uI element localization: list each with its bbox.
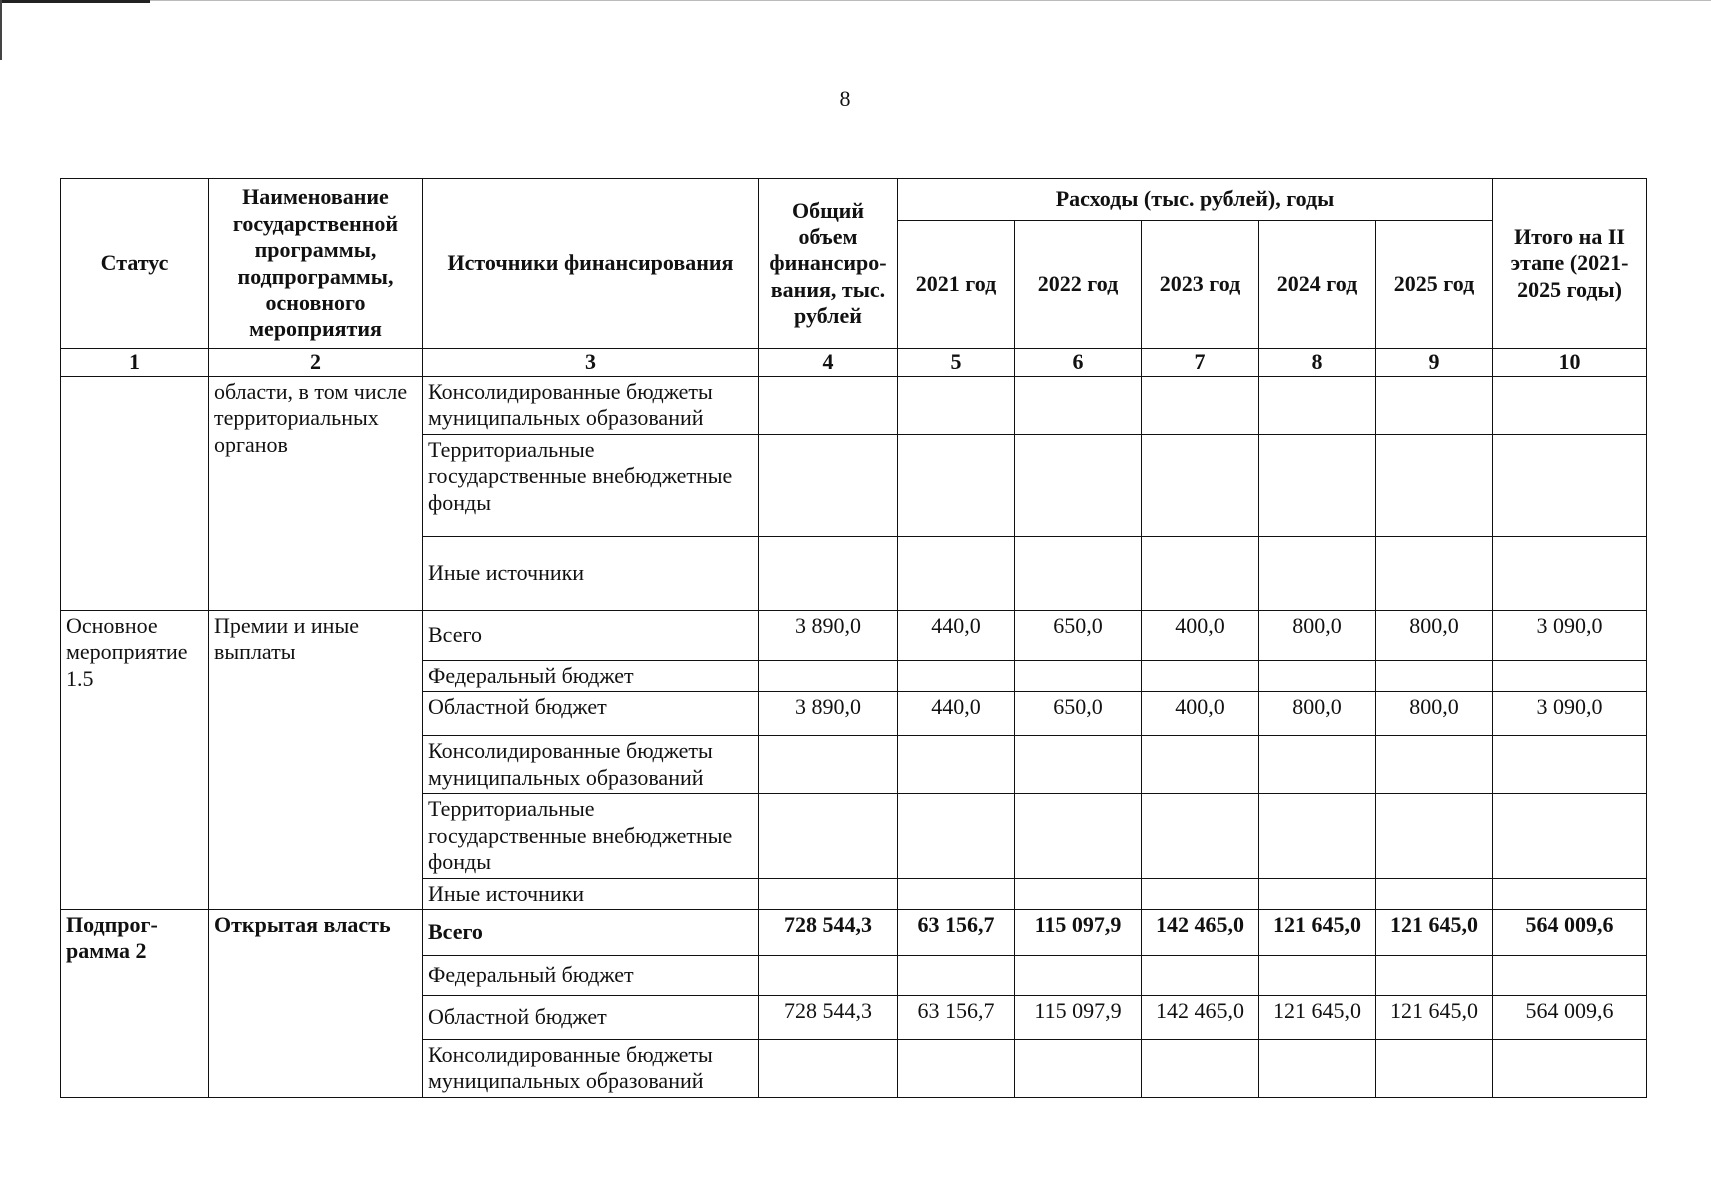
value-cell [1493,955,1647,995]
col-number: 3 [423,349,759,377]
value-cell: 3 890,0 [759,692,898,736]
source-cell: Федеральный бюджет [423,661,759,692]
value-cell [1493,661,1647,692]
col-number: 1 [61,349,209,377]
value-cell [1259,794,1376,878]
col-number: 10 [1493,349,1647,377]
value-cell [759,878,898,909]
value-cell [898,661,1015,692]
value-cell [1015,955,1142,995]
header-year: 2023 год [1142,221,1259,349]
value-cell [1376,377,1493,435]
header-year: 2021 год [898,221,1015,349]
source-cell: Иные источники [423,878,759,909]
value-cell: 728 544,3 [759,909,898,955]
value-cell [1376,878,1493,909]
value-cell [1015,377,1142,435]
value-cell: 440,0 [898,611,1015,661]
value-cell: 115 097,9 [1015,909,1142,955]
col-number: 8 [1259,349,1376,377]
value-cell [1142,537,1259,611]
value-cell [1376,955,1493,995]
header-sources: Источники финансирования [423,179,759,349]
source-cell: Всего [423,611,759,661]
name-cell: Премии и иные выплаты [209,611,423,910]
header-name: Наименование государственной программы, подпрограммы, основного мероприятия [209,179,423,349]
value-cell: 121 645,0 [1259,995,1376,1039]
value-cell [898,377,1015,435]
col-number: 2 [209,349,423,377]
value-cell [1142,736,1259,794]
source-cell: Территориальные государственные внебюджетные фонды [423,435,759,537]
value-cell [1015,661,1142,692]
value-cell [898,1039,1015,1097]
value-cell [759,537,898,611]
value-cell [898,878,1015,909]
value-cell [1376,736,1493,794]
status-cell: Основное мероприятие 1.5 [61,611,209,910]
value-cell: 115 097,9 [1015,995,1142,1039]
value-cell [1493,794,1647,878]
source-cell: Консолидированные бюджеты муниципальных образований [423,377,759,435]
value-cell [1259,377,1376,435]
value-cell [1376,661,1493,692]
value-cell [759,435,898,537]
value-cell: 121 645,0 [1376,995,1493,1039]
value-cell [1376,1039,1493,1097]
value-cell: 564 009,6 [1493,995,1647,1039]
value-cell: 800,0 [1376,611,1493,661]
source-cell: Консолидированные бюджеты муниципальных образований [423,1039,759,1097]
source-cell: Областной бюджет [423,995,759,1039]
value-cell [1015,878,1142,909]
value-cell [1259,435,1376,537]
source-cell: Территориальные государственные внебюджетные фонды [423,794,759,878]
source-cell: Областной бюджет [423,692,759,736]
value-cell: 800,0 [1376,692,1493,736]
value-cell [1142,955,1259,995]
value-cell: 3 090,0 [1493,692,1647,736]
header-itogo: Итого на II этапе (2021-2025 годы) [1493,179,1647,349]
name-cell: Открытая власть [209,909,423,1097]
source-cell: Консолидированные бюджеты муниципальных образований [423,736,759,794]
value-cell [759,377,898,435]
value-cell [1015,1039,1142,1097]
header-year: 2024 год [1259,221,1376,349]
value-cell [898,435,1015,537]
value-cell [1259,955,1376,995]
header-total-volume: Общий объем финансиро-вания, тыс. рублей [759,179,898,349]
value-cell [1259,661,1376,692]
header-year: 2022 год [1015,221,1142,349]
value-cell [1493,1039,1647,1097]
scan-corner-mark [0,0,150,3]
value-cell: 400,0 [1142,692,1259,736]
value-cell [1142,878,1259,909]
scan-edge [0,0,1711,1]
value-cell [1015,736,1142,794]
value-cell [1376,537,1493,611]
name-cell: области, в том числе территориальных органов [209,377,423,611]
value-cell: 3 890,0 [759,611,898,661]
value-cell [898,537,1015,611]
financing-table [60,178,1647,1098]
col-number: 6 [1015,349,1142,377]
value-cell [1259,736,1376,794]
col-number: 7 [1142,349,1259,377]
value-cell: 63 156,7 [898,909,1015,955]
value-cell [1493,377,1647,435]
value-cell [1142,794,1259,878]
value-cell [1493,435,1647,537]
value-cell [1376,794,1493,878]
value-cell [1493,736,1647,794]
value-cell [1259,537,1376,611]
value-cell: 121 645,0 [1259,909,1376,955]
value-cell [759,661,898,692]
value-cell: 650,0 [1015,611,1142,661]
value-cell [1015,537,1142,611]
value-cell [898,736,1015,794]
page-number: 8 [839,86,851,111]
value-cell [1376,435,1493,537]
col-number: 5 [898,349,1015,377]
status-cell: Подпрог-рамма 2 [61,909,209,1097]
scan-left-mark [0,0,2,60]
value-cell [1493,537,1647,611]
value-cell: 142 465,0 [1142,995,1259,1039]
value-cell [898,955,1015,995]
header-expenses: Расходы (тыс. рублей), годы [898,179,1493,221]
value-cell [759,955,898,995]
col-number: 9 [1376,349,1493,377]
value-cell: 3 090,0 [1493,611,1647,661]
value-cell [1142,661,1259,692]
col-number: 4 [759,349,898,377]
value-cell: 440,0 [898,692,1015,736]
value-cell: 142 465,0 [1142,909,1259,955]
value-cell [1142,435,1259,537]
value-cell [1142,1039,1259,1097]
status-cell [61,377,209,611]
value-cell [1259,1039,1376,1097]
value-cell: 650,0 [1015,692,1142,736]
value-cell: 728 544,3 [759,995,898,1039]
value-cell: 63 156,7 [898,995,1015,1039]
source-cell: Иные источники [423,537,759,611]
value-cell [1259,878,1376,909]
header-status: Статус [61,179,209,349]
value-cell: 800,0 [1259,692,1376,736]
value-cell [1142,377,1259,435]
value-cell [759,736,898,794]
header-year: 2025 год [1376,221,1493,349]
value-cell [898,794,1015,878]
value-cell [759,1039,898,1097]
source-cell: Всего [423,909,759,955]
value-cell [759,794,898,878]
value-cell [1015,794,1142,878]
source-cell: Федеральный бюджет [423,955,759,995]
value-cell [1493,878,1647,909]
value-cell: 564 009,6 [1493,909,1647,955]
value-cell [1015,435,1142,537]
value-cell: 121 645,0 [1376,909,1493,955]
value-cell: 800,0 [1259,611,1376,661]
value-cell: 400,0 [1142,611,1259,661]
